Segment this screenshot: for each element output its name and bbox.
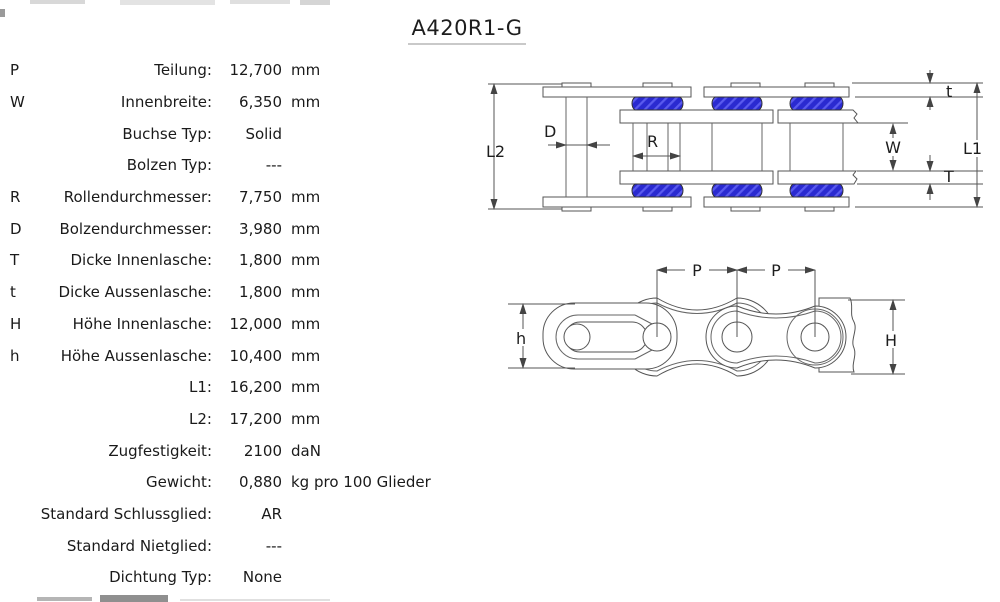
spec-label: Dicke Aussenlasche: [58,283,212,302]
spec-value: 1,800 [239,283,282,302]
dim-label-l1: L1 [963,139,983,158]
spec-value: 17,200 [229,409,282,428]
edge-artifact [100,595,168,602]
table-row [0,435,470,467]
table-row [0,562,470,594]
spec-label: Buchse Typ: [122,124,212,143]
spec-value: 2100 [243,441,282,460]
edge-artifact [230,0,290,4]
spec-value: None [242,568,282,587]
spec-label: L1: [189,378,212,397]
table-row [0,499,470,531]
spec-unit: mm [291,251,321,270]
dim-label-t-inner: T [944,167,954,186]
spec-value: 6,350 [239,93,282,112]
spec-unit: mm [291,409,321,428]
table-row [0,530,470,562]
spec-label: Rollendurchmesser: [63,188,212,207]
spec-label: L2: [189,409,212,428]
table-row [0,277,470,309]
edge-artifact [120,0,215,5]
dim-label-w: W [885,138,901,157]
spec-unit: mm [291,61,321,80]
spec-label: Höhe Innenlasche: [72,314,212,333]
dimension-symbol: h [10,346,20,365]
spec-label: Standard Schlussglied: [40,504,212,523]
dim-label-t-outer: t [946,82,953,101]
edge-artifact [180,599,330,601]
dim-label-p1: P [692,261,702,280]
dim-label-l2: L2 [486,142,506,161]
spec-label: Gewicht: [146,473,212,492]
spec-label: Dicke Innenlasche: [70,251,212,270]
edge-artifact [37,597,92,601]
spec-unit: daN [291,441,321,460]
spec-value: 16,200 [229,378,282,397]
chain-cross-section-diagram [485,60,1000,230]
spec-label: Höhe Aussenlasche: [60,346,212,365]
dimension-symbol: D [10,219,22,238]
spec-unit: kg pro 100 Glieder [291,473,431,492]
table-row [0,245,470,277]
spec-value: --- [265,536,282,555]
spec-value: 0,880 [239,473,282,492]
spec-value: 12,000 [229,314,282,333]
table-row [0,150,470,182]
table-row [0,467,470,499]
edge-artifact [30,0,85,4]
spec-value: 12,700 [229,61,282,80]
table-row [0,372,470,404]
part-number-title: A420R1-G [408,16,525,45]
spec-value: Solid [245,124,282,143]
dimension-symbol: T [10,251,20,270]
title-wrap [0,16,934,45]
dimension-symbol: R [10,188,21,207]
table-row [0,87,470,119]
dimension-symbol: t [10,283,16,302]
spec-unit: mm [291,188,321,207]
dimension-symbol: P [10,61,20,80]
spec-value: 7,750 [239,188,282,207]
table-row [0,404,470,436]
dim-label-p2: P [771,261,781,280]
spec-value: 10,400 [229,346,282,365]
spec-value: AR [261,504,282,523]
spec-value: --- [265,156,282,175]
table-row [0,55,470,87]
dim-label-r: R [647,132,659,151]
chain-side-view-diagram [485,250,1000,390]
edge-artifact [300,0,330,5]
spec-label: Zugfestigkeit: [108,441,212,460]
spec-value: 3,980 [239,219,282,238]
dim-label-h-outer: h [516,329,527,348]
spec-unit: mm [291,378,321,397]
table-row [0,182,470,214]
table-row [0,118,470,150]
spec-table [0,55,470,594]
spec-label: Teilung: [154,61,212,80]
dim-label-h-inner: H [885,331,898,350]
spec-label: Bolzen Typ: [126,156,212,175]
spec-unit: mm [291,219,321,238]
table-row [0,213,470,245]
table-row [0,340,470,372]
spec-label: Innenbreite: [120,93,212,112]
spec-unit: mm [291,346,321,365]
table-row [0,309,470,341]
spec-label: Dichtung Typ: [109,568,212,587]
spec-unit: mm [291,314,321,333]
spec-label: Bolzendurchmesser: [59,219,212,238]
dim-label-d: D [544,122,557,141]
spec-unit: mm [291,93,321,112]
spec-unit: mm [291,283,321,302]
spec-label: Standard Nietglied: [66,536,212,555]
dimension-symbol: H [10,314,22,333]
dimension-symbol: W [10,93,25,112]
spec-value: 1,800 [239,251,282,270]
